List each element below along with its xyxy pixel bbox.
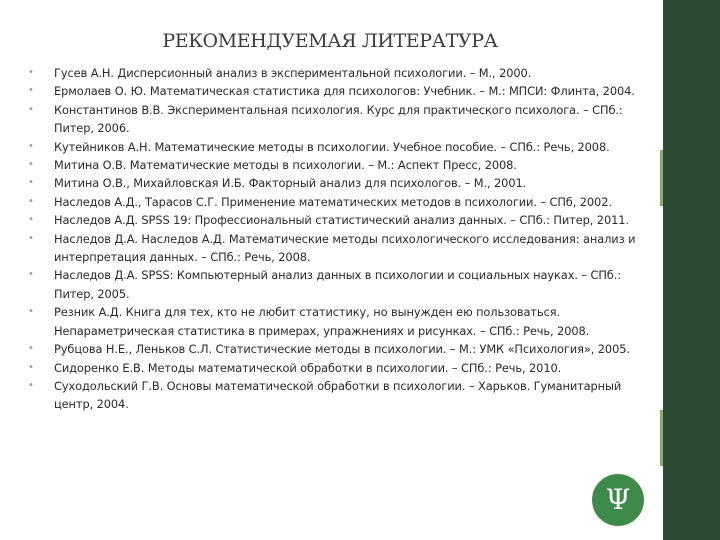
bullet-icon: • [28,140,34,152]
reference-text: Рубцова Н.Е., Леньков С.Л. Статистические методы в психологии. – М.: УМК «Психология», 2005. [54,342,630,357]
reference-item [28,193,660,211]
bullet-icon: • [28,85,34,97]
sidebar-accent-mark [660,410,663,466]
reference-text: Сидоренко Е.В. Методы математической обработки в психологии. – СПб.: Речь, 2010. [54,360,562,375]
reference-text: Суходольский Г.В. Основы математической обработки в психологии. – Харьков. Гуманитарный центр, 2004. [54,378,622,412]
reference-text: Митина О.В., Михайловская И.Б. Факторный анализ для психологов. – М., 2001. [54,176,527,191]
bullet-icon: • [28,343,34,355]
slide-title: РЕКОМЕНДУЕМАЯ ЛИТЕРАТУРА [162,30,498,52]
bullet-icon: • [28,361,34,373]
sidebar-accent-mark [660,150,663,206]
reference-item [28,64,660,82]
reference-item [28,266,660,303]
reference-item [28,303,660,340]
bullet-icon: • [28,306,34,318]
bullet-icon: • [28,67,34,78]
reference-text: Наследов А.Д., Тарасов С.Г. Применение математических методов в психологии. – СПб, 2002. [54,194,612,209]
bullet-icon: • [28,379,34,391]
reference-text: Наследов А.Д. SPSS 19: Профессиональный статистический анализ данных. – СПб.: Питер, 2011. [54,213,629,228]
bullet-icon: • [28,177,34,189]
reference-text: Митина О.В. Математические методы в психологии. – М.: Аспект Пресс, 2008. [54,158,517,173]
bullet-icon: • [28,214,34,226]
reference-item [28,156,660,174]
reference-text: Резник А.Д. Книга для тех, кто не любит статистику, но вынужден ею пользоваться. Непараметрическая статистика в примерах, упражнениях и рисунках. – СПб.: Речь, 2008. [54,305,590,338]
decorative-sidebar [663,0,720,540]
psi-logo-icon [592,474,644,526]
reference-item [28,211,660,229]
reference-item [28,340,660,358]
reference-text: Кутейников А.Н. Математические методы в психологии. Учебное пособие. – СПб.: Речь, 2008. [54,139,610,154]
reference-item [28,377,660,414]
bullet-icon: • [28,269,34,281]
reference-item [28,174,660,192]
bullet-icon: • [28,159,34,171]
reference-item [28,230,660,267]
bullet-icon: • [28,103,34,115]
psi-glyph: Ψ [605,483,631,516]
bullet-icon: • [28,195,34,207]
reference-text: Константинов В.В. Экспериментальная психология. Курс для практического психолога. – СПб.: Питер, 2006. [54,102,623,136]
bullet-icon: • [28,232,34,244]
reference-text: Наследов Д.А. Наследов А.Д. Математические методы психологического исследования: анализ и интерпретация данных. – СПб.: Речь, 2008. [54,231,636,265]
reference-text: Ермолаев О. Ю. Математическая статистика для психологов: Учебник. – М.: МПСИ: Флинта, 2004. [54,84,635,99]
reference-item [28,82,660,100]
reference-text: Гусев А.Н. Дисперсионный анализ в экспериментальной психологии. – М., 2000. [54,66,532,80]
reference-list [28,64,660,414]
reference-item [28,101,660,138]
reference-text: Наследов Д.А. SPSS: Компьютерный анализ данных в психологии и социальных науках. – СПб.: Питер, 2005. [54,268,621,301]
reference-item [28,138,660,156]
reference-item [28,359,660,377]
